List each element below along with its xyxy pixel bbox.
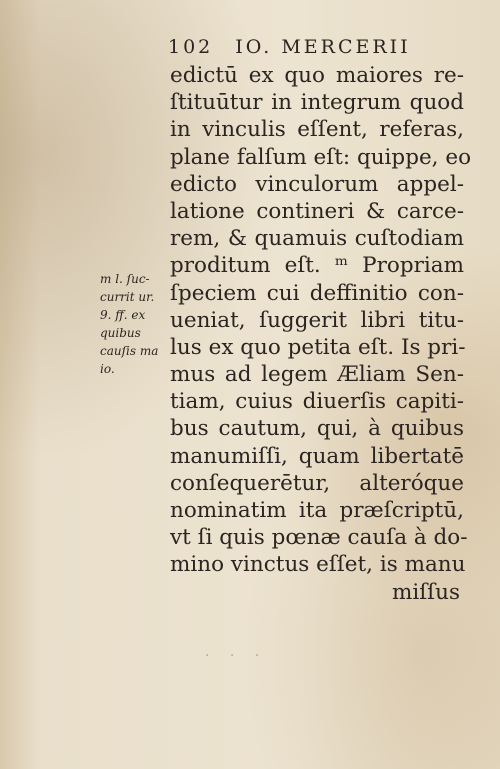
faint-print-marks: · · · [205,648,268,664]
text-line: rem, & quamuis cuſtodiam [170,226,464,252]
margin-line: io. [100,362,115,376]
text-line: nominatim ita præſcriptū, [170,498,464,523]
text-line: mino vinctus eſſet, is manu [170,552,466,578]
text-line: bus cautum, qui, à quibus [170,416,464,442]
margin-line: quibus [100,326,141,340]
text-line: tiam, cuius diuerſis capiti- [170,389,464,415]
text-line: edictū ex quo maiores re- [170,63,464,88]
text-line: ueniat, ſuggerit libri titu- [170,307,464,333]
margin-note [100,270,168,378]
text-line: conſequerētur, alteróque [170,470,464,496]
text-line: edicto vinculorum appel- [170,171,464,197]
page-number: 102 [168,36,214,58]
text-line: ſpeciem cui deffinitio con- [170,280,464,306]
running-title: IO. MERCERII [235,36,411,58]
body-text [170,62,472,606]
margin-line: m l. ſuc- [100,272,150,286]
text-line: mus ad legem Æliam Sen- [170,362,464,388]
page-header [168,36,438,58]
text-line: in vinculis eſſent, referas, [170,117,464,143]
catchword: miſſus [391,579,460,605]
margin-line: currit ur. [100,290,155,304]
margin-line: cauſis ma [100,344,159,358]
text-line: vt ſi quis pœnæ cauſa à do- [170,525,468,551]
text-line: manumiſſi, quam libertatē [170,443,464,469]
text-line: lus ex quo petita eſt. Is pri- [170,334,466,360]
text-line: proditum eſt. ᵐ Propriam [170,253,464,279]
text-line: latione contineri & carce- [170,198,464,224]
margin-line: 9. ff. ex [100,308,146,322]
text-line: plane falſum eſt: quippe, eo [170,144,472,170]
text-line: ſtituūtur in integrum quod [170,90,464,116]
